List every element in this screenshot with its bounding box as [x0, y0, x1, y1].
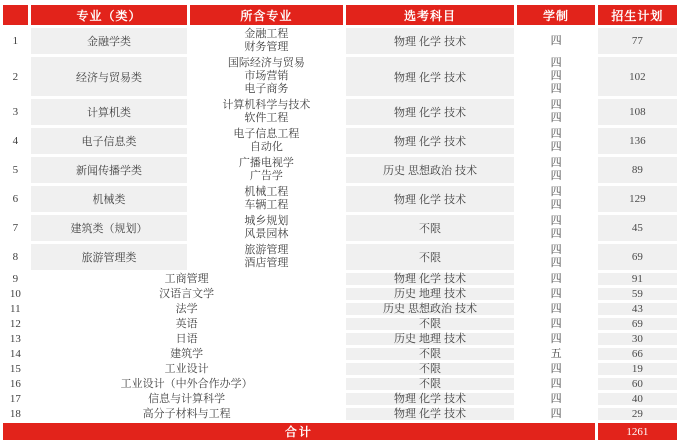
duration-cell: 四	[550, 408, 562, 420]
duration-cell: 四	[550, 288, 562, 300]
major-name-cell: 工业设计	[31, 363, 343, 375]
major-line: 广告学	[249, 170, 283, 182]
header-plan: 招生计划	[598, 5, 677, 25]
major-line: 金融工程	[244, 28, 289, 40]
duration-line: 四	[550, 170, 562, 182]
majors-cell	[190, 99, 342, 125]
major-line: 机械工程	[244, 186, 289, 198]
duration-cell	[517, 128, 594, 154]
row-number: 8	[12, 251, 19, 263]
major-line: 市场营销	[244, 70, 289, 82]
header-subjects: 选考科目	[346, 5, 515, 25]
row-number: 17	[9, 393, 21, 405]
duration-line: 四	[550, 99, 562, 111]
total-row	[3, 423, 677, 440]
header-duration: 学制	[517, 5, 594, 25]
row-number: 1	[12, 35, 19, 47]
duration-cell: 四	[550, 303, 562, 315]
header-category: 专业（类）	[31, 5, 188, 25]
row-number: 2	[12, 70, 19, 83]
table-row	[3, 28, 677, 54]
plan-cell: 69	[598, 318, 677, 330]
plan-cell: 19	[598, 363, 677, 375]
table-row	[3, 393, 677, 405]
subjects-cell: 物理 化学 技术	[346, 57, 515, 96]
duration-line: 四	[550, 128, 562, 140]
plan-cell: 29	[598, 408, 677, 420]
category-cell: 旅游管理类	[31, 244, 188, 270]
table-row	[3, 273, 677, 285]
plan-cell: 91	[598, 273, 677, 285]
row-number: 6	[12, 193, 19, 205]
major-line: 计算机科学与技术	[222, 99, 311, 111]
table-row	[3, 288, 677, 300]
plan-cell: 69	[598, 244, 677, 270]
majors-cell	[190, 128, 342, 154]
duration-line: 四	[550, 215, 562, 227]
subjects-cell: 物理 化学 技术	[346, 128, 515, 154]
major-name-cell: 高分子材料与工程	[31, 408, 343, 420]
subjects-cell: 不限	[346, 363, 515, 375]
row-number: 4	[12, 135, 19, 147]
plan-cell: 136	[598, 128, 677, 154]
subjects-cell: 物理 化学 技术	[346, 99, 515, 125]
category-cell: 计算机类	[31, 99, 188, 125]
table-row	[3, 378, 677, 390]
subjects-cell: 物理 化学 技术	[346, 28, 515, 54]
subjects-cell: 物理 化学 技术	[346, 273, 515, 285]
major-name-cell: 工业设计（中外合作办学）	[31, 378, 343, 390]
row-number: 15	[9, 363, 21, 375]
plan-cell: 45	[598, 215, 677, 241]
duration-cell: 四	[550, 333, 562, 345]
subjects-cell: 物理 化学 技术	[346, 408, 515, 420]
table-header	[3, 5, 677, 25]
table-row	[3, 128, 677, 154]
plan-cell: 40	[598, 393, 677, 405]
header-index-cell	[3, 5, 28, 25]
major-name-cell: 工商管理	[31, 273, 343, 285]
table-row	[3, 215, 677, 241]
subjects-cell: 不限	[346, 244, 515, 270]
table-row	[3, 157, 677, 183]
major-line: 广播电视学	[238, 157, 294, 169]
duration-cell: 四	[550, 273, 562, 285]
major-name-cell: 英语	[31, 318, 343, 330]
plan-cell: 108	[598, 99, 677, 125]
table-row	[3, 333, 677, 345]
major-line: 软件工程	[244, 112, 289, 124]
category-cell: 新闻传播学类	[31, 157, 188, 183]
majors-cell	[190, 215, 342, 241]
plan-cell: 129	[598, 186, 677, 212]
duration-cell: 四	[550, 378, 562, 390]
table-row	[3, 99, 677, 125]
table-row	[3, 408, 677, 420]
duration-cell: 五	[550, 348, 562, 360]
row-number: 11	[10, 303, 21, 315]
major-line: 车辆工程	[244, 199, 289, 211]
major-name-cell: 法学	[31, 303, 343, 315]
duration-line: 四	[550, 228, 562, 240]
major-line: 财务管理	[244, 41, 289, 53]
category-cell: 建筑类（规划）	[31, 215, 188, 241]
subjects-cell: 历史 思想政治 技术	[346, 157, 515, 183]
subjects-cell: 物理 化学 技术	[346, 186, 515, 212]
header-row	[3, 5, 677, 25]
plan-cell: 60	[598, 378, 677, 390]
major-line: 自动化	[249, 141, 283, 153]
duration-cell: 四	[550, 393, 562, 405]
table-row	[3, 363, 677, 375]
category-cell: 电子信息类	[31, 128, 188, 154]
major-line: 风景园林	[244, 228, 289, 240]
table-footer	[3, 423, 677, 440]
duration-cell	[517, 186, 594, 212]
majors-cell	[190, 157, 342, 183]
row-number: 3	[12, 106, 19, 118]
major-line: 旅游管理	[244, 244, 289, 256]
major-line: 电子商务	[244, 83, 289, 95]
duration-cell: 四	[550, 363, 562, 375]
major-line: 国际经济与贸易	[227, 57, 305, 69]
major-name-cell: 日语	[31, 333, 343, 345]
duration-line: 四	[550, 34, 562, 47]
plan-cell: 66	[598, 348, 677, 360]
duration-cell	[517, 57, 594, 96]
major-line: 城乡规划	[244, 215, 289, 227]
major-line: 酒店管理	[244, 257, 289, 269]
duration-line: 四	[550, 141, 562, 153]
duration-cell	[517, 244, 594, 270]
subjects-cell: 不限	[346, 378, 515, 390]
duration-cell	[517, 99, 594, 125]
major-line: 电子信息工程	[233, 128, 300, 140]
plan-cell: 59	[598, 288, 677, 300]
total-value: 1261	[598, 423, 677, 440]
row-number: 5	[12, 164, 19, 176]
majors-cell	[190, 57, 342, 96]
subjects-cell: 物理 化学 技术	[346, 393, 515, 405]
majors-cell	[190, 186, 342, 212]
duration-cell	[517, 215, 594, 241]
subjects-cell: 不限	[346, 348, 515, 360]
duration-cell	[517, 157, 594, 183]
major-name-cell: 信息与计算科学	[31, 393, 343, 405]
row-number: 9	[12, 273, 19, 285]
subjects-cell: 不限	[346, 215, 515, 241]
duration-line: 四	[550, 112, 562, 124]
plan-cell: 43	[598, 303, 677, 315]
table-row	[3, 303, 677, 315]
major-name-cell: 汉语言文学	[31, 288, 343, 300]
duration-line: 四	[550, 186, 562, 198]
total-label: 合计	[3, 423, 595, 440]
plan-cell: 89	[598, 157, 677, 183]
row-number: 14	[9, 348, 21, 360]
table-row	[3, 244, 677, 270]
duration-line: 四	[550, 70, 562, 82]
row-number: 7	[12, 222, 19, 234]
table-row	[3, 186, 677, 212]
duration-line: 四	[550, 257, 562, 269]
duration-line: 四	[550, 83, 562, 95]
row-number: 18	[9, 408, 21, 420]
category-cell: 经济与贸易类	[31, 57, 188, 96]
duration-line: 四	[550, 199, 562, 211]
plan-cell: 102	[598, 57, 677, 96]
majors-cell	[190, 244, 342, 270]
row-number: 10	[9, 288, 21, 300]
header-majors: 所含专业	[190, 5, 342, 25]
duration-line: 四	[550, 244, 562, 256]
majors-cell	[190, 28, 342, 54]
duration-cell: 四	[550, 318, 562, 330]
subjects-cell: 历史 地理 技术	[346, 288, 515, 300]
duration-line: 四	[550, 57, 562, 69]
row-number: 12	[9, 318, 21, 330]
duration-line: 四	[550, 157, 562, 169]
duration-cell	[517, 28, 594, 54]
category-cell: 金融学类	[31, 28, 188, 54]
subjects-cell: 历史 思想政治 技术	[346, 303, 515, 315]
plan-cell: 77	[598, 28, 677, 54]
subjects-cell: 不限	[346, 318, 515, 330]
table-row	[3, 348, 677, 360]
table-row	[3, 318, 677, 330]
category-cell: 机械类	[31, 186, 188, 212]
major-name-cell: 建筑学	[31, 348, 343, 360]
admission-plan-table	[0, 2, 680, 440]
table-row	[3, 57, 677, 96]
row-number: 13	[9, 333, 21, 345]
row-number: 16	[9, 378, 21, 390]
subjects-cell: 历史 地理 技术	[346, 333, 515, 345]
table-body	[3, 28, 677, 420]
plan-cell: 30	[598, 333, 677, 345]
